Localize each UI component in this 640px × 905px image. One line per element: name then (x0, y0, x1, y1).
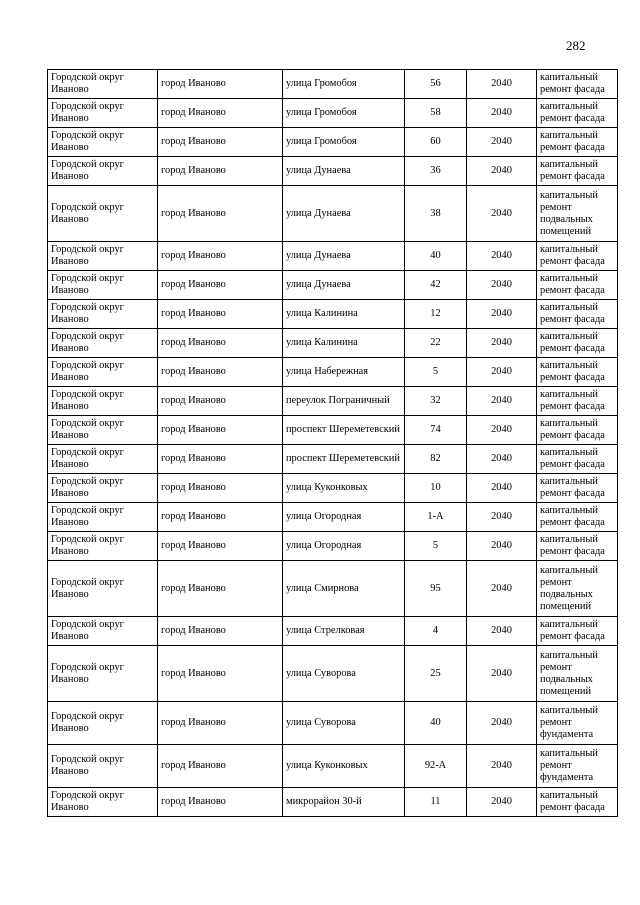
work-type-cell: капитальный ремонт фасада (537, 532, 618, 561)
year-cell: 2040 (467, 788, 537, 817)
table-row (48, 445, 618, 474)
year-cell: 2040 (467, 186, 537, 242)
work-type-cell: капитальный ремонт фасада (537, 128, 618, 157)
year-cell: 2040 (467, 157, 537, 186)
work-type-cell: капитальный ремонт фасада (537, 99, 618, 128)
year-cell: 2040 (467, 532, 537, 561)
table-row (48, 788, 618, 817)
house-number-cell: 92-А (405, 745, 467, 788)
street-cell: улица Огородная (283, 532, 405, 561)
street-cell: улица Дунаева (283, 271, 405, 300)
house-number-cell: 10 (405, 474, 467, 503)
street-cell: улица Дунаева (283, 242, 405, 271)
year-cell: 2040 (467, 416, 537, 445)
year-cell: 2040 (467, 242, 537, 271)
district-cell: Городской округ Иваново (48, 387, 158, 416)
work-type-cell: капитальный ремонт фасада (537, 617, 618, 646)
city-cell: город Иваново (158, 561, 283, 617)
house-number-cell: 74 (405, 416, 467, 445)
city-cell: город Иваново (158, 445, 283, 474)
street-cell: проспект Шереметевский (283, 416, 405, 445)
street-cell: улица Суворова (283, 702, 405, 745)
city-cell: город Иваново (158, 416, 283, 445)
year-cell: 2040 (467, 617, 537, 646)
district-cell: Городской округ Иваново (48, 532, 158, 561)
table-row (48, 358, 618, 387)
year-cell: 2040 (467, 503, 537, 532)
city-cell: город Иваново (158, 271, 283, 300)
street-cell: улица Стрелковая (283, 617, 405, 646)
house-number-cell: 95 (405, 561, 467, 617)
city-cell: город Иваново (158, 242, 283, 271)
city-cell: город Иваново (158, 70, 283, 99)
work-type-cell: капитальный ремонт подвальных помещений (537, 646, 618, 702)
table-row (48, 271, 618, 300)
house-number-cell: 22 (405, 329, 467, 358)
street-cell: улица Дунаева (283, 157, 405, 186)
table-row (48, 387, 618, 416)
table-row (48, 503, 618, 532)
district-cell: Городской округ Иваново (48, 617, 158, 646)
work-type-cell: капитальный ремонт фасада (537, 300, 618, 329)
city-cell: город Иваново (158, 358, 283, 387)
year-cell: 2040 (467, 70, 537, 99)
house-number-cell: 38 (405, 186, 467, 242)
street-cell: улица Смирнова (283, 561, 405, 617)
district-cell: Городской округ Иваново (48, 702, 158, 745)
page-number: 282 (566, 38, 586, 53)
district-cell: Городской округ Иваново (48, 646, 158, 702)
city-cell: город Иваново (158, 503, 283, 532)
city-cell: город Иваново (158, 186, 283, 242)
district-cell: Городской округ Иваново (48, 358, 158, 387)
street-cell: улица Громобоя (283, 99, 405, 128)
work-type-cell: капитальный ремонт фасада (537, 788, 618, 817)
district-cell: Городской округ Иваново (48, 445, 158, 474)
table-row (48, 702, 618, 745)
work-type-cell: капитальный ремонт фундамента (537, 702, 618, 745)
work-type-cell: капитальный ремонт фасада (537, 157, 618, 186)
table-row (48, 99, 618, 128)
house-number-cell: 1-А (405, 503, 467, 532)
district-cell: Городской округ Иваново (48, 99, 158, 128)
year-cell: 2040 (467, 445, 537, 474)
work-type-cell: капитальный ремонт подвальных помещений (537, 561, 618, 617)
year-cell: 2040 (467, 561, 537, 617)
city-cell: город Иваново (158, 128, 283, 157)
work-type-cell: капитальный ремонт фасада (537, 70, 618, 99)
house-number-cell: 25 (405, 646, 467, 702)
work-type-cell: капитальный ремонт фасада (537, 242, 618, 271)
street-cell: улица Калинина (283, 300, 405, 329)
street-cell: улица Куконковых (283, 745, 405, 788)
district-cell: Городской округ Иваново (48, 157, 158, 186)
house-number-cell: 11 (405, 788, 467, 817)
city-cell: город Иваново (158, 99, 283, 128)
city-cell: город Иваново (158, 474, 283, 503)
year-cell: 2040 (467, 300, 537, 329)
city-cell: город Иваново (158, 157, 283, 186)
work-type-cell: капитальный ремонт подвальных помещений (537, 186, 618, 242)
city-cell: город Иваново (158, 788, 283, 817)
city-cell: город Иваново (158, 300, 283, 329)
work-type-cell: капитальный ремонт фасада (537, 271, 618, 300)
work-type-cell: капитальный ремонт фасада (537, 503, 618, 532)
table-row (48, 300, 618, 329)
district-cell: Городской округ Иваново (48, 788, 158, 817)
table-row (48, 646, 618, 702)
year-cell: 2040 (467, 702, 537, 745)
house-number-cell: 32 (405, 387, 467, 416)
work-type-cell: капитальный ремонт фасада (537, 474, 618, 503)
district-cell: Городской округ Иваново (48, 70, 158, 99)
year-cell: 2040 (467, 99, 537, 128)
year-cell: 2040 (467, 387, 537, 416)
district-cell: Городской округ Иваново (48, 561, 158, 617)
district-cell: Городской округ Иваново (48, 329, 158, 358)
district-cell: Городской округ Иваново (48, 128, 158, 157)
table-row (48, 416, 618, 445)
table-row (48, 329, 618, 358)
street-cell: улица Дунаева (283, 186, 405, 242)
street-cell: проспект Шереметевский (283, 445, 405, 474)
street-cell: улица Громобоя (283, 128, 405, 157)
district-cell: Городской округ Иваново (48, 745, 158, 788)
table-row (48, 532, 618, 561)
street-cell: переулок Пограничный (283, 387, 405, 416)
work-type-cell: капитальный ремонт фасада (537, 358, 618, 387)
year-cell: 2040 (467, 646, 537, 702)
city-cell: город Иваново (158, 745, 283, 788)
house-number-cell: 40 (405, 242, 467, 271)
house-number-cell: 4 (405, 617, 467, 646)
house-number-cell: 40 (405, 702, 467, 745)
district-cell: Городской округ Иваново (48, 242, 158, 271)
year-cell: 2040 (467, 745, 537, 788)
table-row (48, 157, 618, 186)
district-cell: Городской округ Иваново (48, 474, 158, 503)
street-cell: улица Суворова (283, 646, 405, 702)
year-cell: 2040 (467, 474, 537, 503)
street-cell: микрорайон 30-й (283, 788, 405, 817)
street-cell: улица Набережная (283, 358, 405, 387)
year-cell: 2040 (467, 128, 537, 157)
district-cell: Городской округ Иваново (48, 503, 158, 532)
city-cell: город Иваново (158, 387, 283, 416)
district-cell: Городской округ Иваново (48, 300, 158, 329)
table-row (48, 745, 618, 788)
district-cell: Городской округ Иваново (48, 416, 158, 445)
city-cell: город Иваново (158, 646, 283, 702)
table-row (48, 70, 618, 99)
table-row (48, 561, 618, 617)
work-type-cell: капитальный ремонт фасада (537, 445, 618, 474)
house-number-cell: 5 (405, 532, 467, 561)
work-type-cell: капитальный ремонт фасада (537, 416, 618, 445)
house-number-cell: 42 (405, 271, 467, 300)
registry-table (47, 69, 618, 817)
house-number-cell: 60 (405, 128, 467, 157)
street-cell: улица Огородная (283, 503, 405, 532)
city-cell: город Иваново (158, 702, 283, 745)
house-number-cell: 36 (405, 157, 467, 186)
year-cell: 2040 (467, 271, 537, 300)
year-cell: 2040 (467, 358, 537, 387)
work-type-cell: капитальный ремонт фундамента (537, 745, 618, 788)
table-row (48, 128, 618, 157)
house-number-cell: 56 (405, 70, 467, 99)
registry-table-body (48, 70, 618, 817)
table-row (48, 474, 618, 503)
street-cell: улица Куконковых (283, 474, 405, 503)
district-cell: Городской округ Иваново (48, 271, 158, 300)
work-type-cell: капитальный ремонт фасада (537, 387, 618, 416)
table-row (48, 186, 618, 242)
house-number-cell: 12 (405, 300, 467, 329)
city-cell: город Иваново (158, 329, 283, 358)
city-cell: город Иваново (158, 617, 283, 646)
house-number-cell: 82 (405, 445, 467, 474)
street-cell: улица Громобоя (283, 70, 405, 99)
district-cell: Городской округ Иваново (48, 186, 158, 242)
table-row (48, 242, 618, 271)
year-cell: 2040 (467, 329, 537, 358)
street-cell: улица Калинина (283, 329, 405, 358)
city-cell: город Иваново (158, 532, 283, 561)
house-number-cell: 5 (405, 358, 467, 387)
house-number-cell: 58 (405, 99, 467, 128)
table-row (48, 617, 618, 646)
work-type-cell: капитальный ремонт фасада (537, 329, 618, 358)
